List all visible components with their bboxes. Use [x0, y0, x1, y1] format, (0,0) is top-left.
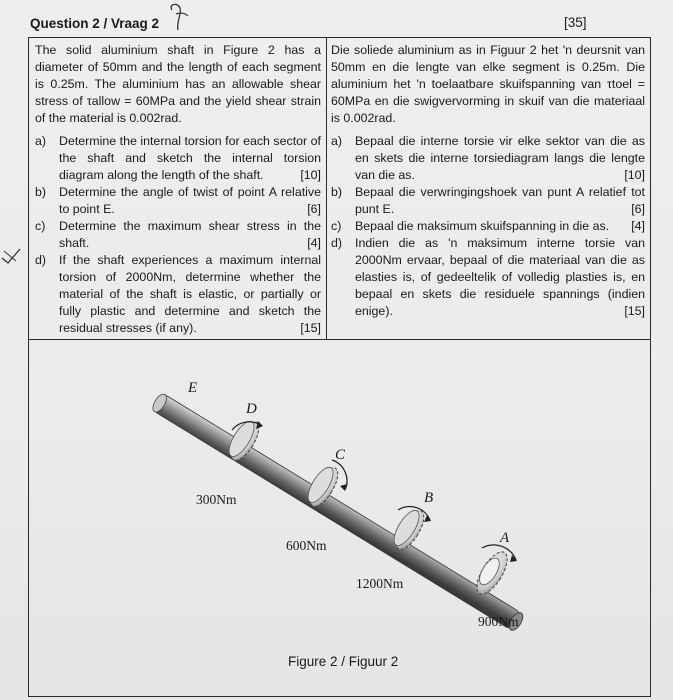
english-question-a: a) Determine the internal torsion for each sector of the shaft and sketch the internal torsion diagram along the length of the shaft. [10]	[35, 134, 321, 182]
torque-label-d: 300Nm	[196, 492, 237, 507]
figure-caption: Figure 2 / Figuur 2	[288, 654, 399, 669]
afrikaans-question-a: a) Bepaal die interne torsie vir elke sektor van die as en skets die interne torsiediagram langs die lengte van die as. [10]	[331, 134, 645, 182]
torque-label-b: 1200Nm	[356, 576, 404, 591]
torque-label-a: 900Nm	[478, 614, 519, 629]
afrikaans-question-c: c) Bepaal die maksimum skuifspanning in die as. [4]	[331, 219, 645, 233]
english-question-d: d) If the shaft experiences a maximum internal torsion of 2000Nm, determine whether the material of the shaft is elastic, or partially or fully plastic and determine and sketch the residual stresses (if any). [15]	[35, 253, 321, 335]
english-intro: The solid aluminium shaft in Figure 2 has a diameter of 50mm and the length of each segment is 0.25m. The aluminium has an allowable shear stress of τallow = 60MPa and the yield shear strain of the material is 0.002rad.	[35, 43, 321, 125]
afrikaans-question-b: b) Bepaal die verwringingshoek van punt A relatief tot punt E. [6]	[331, 185, 645, 216]
point-label-b: B	[424, 490, 434, 506]
point-label-d: D	[246, 401, 257, 417]
question-total-marks: [35]	[564, 15, 587, 30]
point-label-e: E	[188, 380, 198, 396]
afrikaans-question-d: d) Indien die as 'n maksimum interne torsie van 2000Nm ervaar, bepaal of die materiaal van die as elasties is, of gedeeltelik of volledig plasties is, en bepaal en skets die residuele spannings (indien enige). [15]	[331, 236, 645, 318]
english-question-b: b) Determine the angle of twist of point A relative to point E. [6]	[35, 185, 321, 216]
english-question-c: c) Determine the maximum shear stress in the shaft. [4]	[35, 219, 321, 250]
torque-label-c: 600Nm	[286, 538, 327, 553]
gear-a	[471, 547, 513, 598]
afrikaans-intro: Die soliede aluminium as in Figuur 2 het 'n deursnit van 50mm en die lengte van elke segment is 0.25m. Die aluminium het 'n toelaatbare skuifspanning van τtoel = 60MPa en die swigvervorming in skuif van die materiaal is 0.002rad.	[331, 43, 645, 125]
shaft-body	[150, 392, 525, 633]
point-label-c: C	[335, 447, 346, 463]
point-label-a: A	[500, 530, 510, 546]
question-title: Question 2 / Vraag 2	[30, 16, 160, 31]
